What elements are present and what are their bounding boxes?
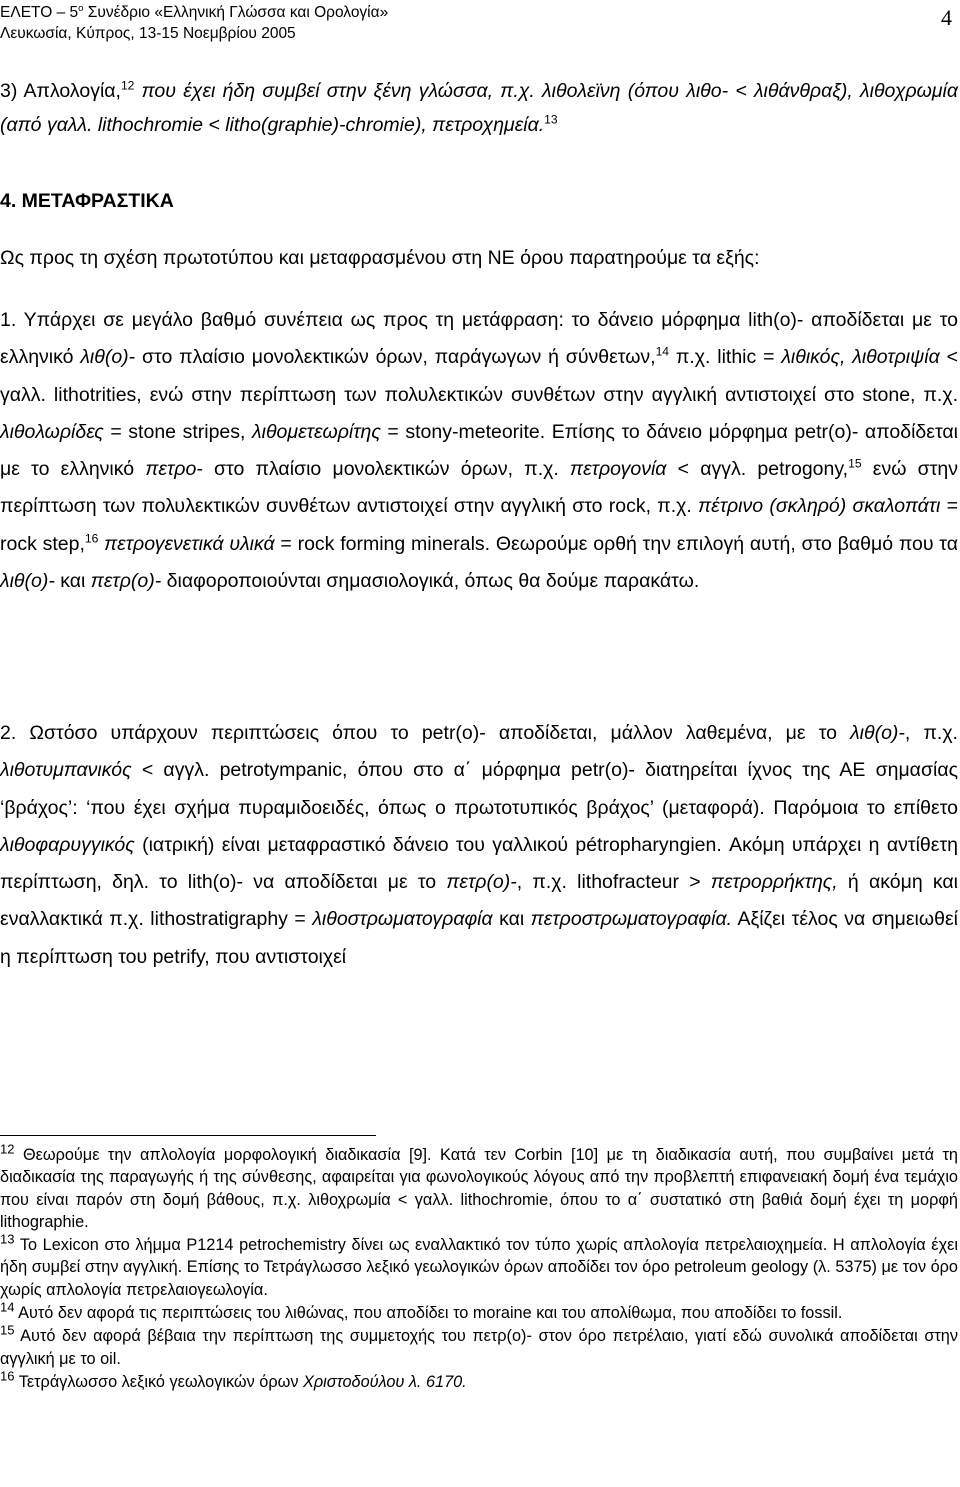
footnote-text: Αυτό δεν αφορά βέβαια την περίπτωση της συμμετοχής του πετρ(ο)- στον όρο πετρέλαιο, γιατί εδώ συνολικά αποδίδεται στην αγγλική με το oil. xyxy=(0,1327,958,1368)
p1-text-m: και xyxy=(54,570,91,593)
footnote-ref-12[interactable]: 12 xyxy=(120,78,135,93)
footnote-text: Τετράγλωσσο λεξικό γεωλογικών όρων xyxy=(14,1372,303,1391)
p2-text-c: < αγγλ. petrotympanic, όπου στο α΄ μόρφημα petr(o)- διατηρείται ίχνος της ΑΕ σημασίας ‘βράχος’: ‘που έχει σχήμα πυραμιδοειδές, όπως ο πρωτοτυπικός βράχος’ (μεταφορά). Παρόμοια το επίθετο xyxy=(0,759,958,819)
p1-italic-l: λιθ(ο)- xyxy=(0,570,55,593)
running-header xyxy=(0,4,960,48)
section-intro: Ως προς τη σχέση πρωτοτύπου και μεταφρασμένου στη ΝΕ όρου παρατηρούμε τα εξής: xyxy=(0,247,760,269)
p2-italic-b: λιθοτυμπανικός xyxy=(0,759,132,782)
paragraph-1 xyxy=(0,302,958,600)
p2-italic-c: λιθοφαρυγγικός xyxy=(0,833,135,856)
p1-text-f: = stony-meteorite. Επίσης το δάνειο μόρφημα petr(o)- αποδίδεται με το ελληνικό xyxy=(0,420,958,481)
footnote-number: 14 xyxy=(0,1299,15,1315)
p2-text-b: , π.χ. xyxy=(904,722,958,744)
p1-text-e: = stone stripes, xyxy=(103,420,253,443)
footnote-number: 12 xyxy=(0,1141,15,1157)
footnote-13 xyxy=(0,1231,958,1301)
footnote-16 xyxy=(0,1368,958,1393)
header-conference-title: Συνέδριο «Ελληνική Γλώσσα και Ορολογία» xyxy=(83,4,389,21)
p2-text-g: και xyxy=(492,908,531,931)
page-number: 4 xyxy=(941,5,952,30)
p1-text-a: 1. Υπάρχει σε μεγάλο βαθμό συνέπεια ως προς τη μετάφραση: το δάνειο μόρφημα lith(o)- αποδίδεται με το ελληνικό xyxy=(0,309,958,369)
footnote-14 xyxy=(0,1299,958,1324)
p1-italic-g: πετρογονία xyxy=(570,458,667,481)
p1-italic-k: πετρογενετικά υλικά xyxy=(104,532,275,555)
p1-text-g: στο πλαίσιο μονολεκτικών όρων, π.χ. xyxy=(202,458,571,481)
footnote-ref-16[interactable]: 16 xyxy=(84,531,99,546)
p1-italic-i: πέτρινο (σκληρό) σκαλοπάτι xyxy=(698,495,941,518)
footnote-number: 15 xyxy=(0,1322,15,1338)
p1-text-n: διαφοροποιούνται σημασιολογικά, όπως θα δούμε παρακάτω. xyxy=(161,570,700,593)
header-location-line: Λευκωσία, Κύπρος, 13-15 Νοεμβρίου 2005 xyxy=(0,25,296,42)
section-heading: 4. ΜΕΤΑΦΡΑΣΤΙΚΑ xyxy=(0,190,174,212)
p1-italic-f: πετρο- xyxy=(145,458,203,481)
header-conference-prefix: ΕΛΕΤΟ – 5 xyxy=(0,4,79,21)
footnotes xyxy=(0,1141,958,1394)
footnote-15 xyxy=(0,1322,958,1370)
p1-italic-d: λιθολωρίδες xyxy=(0,420,104,443)
footnote-text: Θεωρούμε την απλολογία μορφολογική διαδικασία [9]. Κατά τεν Corbin [10] με τη διαδικασία αυτή, που συμβαίνει μετά τη διαδικασία της παραγωγής ή της σύνθεσης, αφαιρείται για φωνολογικούς λόγους από την προβλεπτή επιφανειακή δομή ένα τεμάχιο που είναι παρόν στη δομή βάθους, π.χ. λιθοχρωμία < γαλλ. lithochromie, όπου το α΄ συστατικό στη βαθιά δομή έχει τη μορφή lithographie. xyxy=(0,1146,958,1231)
footnote-ref-15[interactable]: 15 xyxy=(848,456,862,471)
paragraph-2 xyxy=(0,715,958,976)
p2-text-e: , π.χ. lithofracteur > xyxy=(516,871,711,894)
p2-italic-g: πετροστρωματογραφία. xyxy=(530,908,733,931)
p1-text-c: π.χ. lithic = xyxy=(669,346,782,369)
p1-italic-a: λιθ(ο)- xyxy=(80,346,136,369)
footnote-text: Αυτό δεν αφορά τις περιπτώσεις του λιθώνας, που αποδίδει το moraine και του απολίθωμα, που αποδίδει το fossil. xyxy=(14,1304,843,1323)
header-ordinal-sup: ο xyxy=(78,2,84,14)
header-conference-line xyxy=(0,4,388,22)
p1-text-l: = rock forming minerals. Θεωρούμε ορθή την επιλογή αυτή, στο βαθμό που τα xyxy=(274,532,958,555)
p1-italic-c: λιθικός, λιθοτριψία xyxy=(781,346,940,369)
p2-text-a: 2. Ωστόσο υπάρχουν περιπτώσεις όπου το petr(o)- αποδίδεται, μάλλον λαθεμένα, με το xyxy=(0,722,851,744)
footnote-number: 13 xyxy=(0,1231,15,1247)
p2-italic-f: λιθοστρωματογραφία xyxy=(312,908,493,931)
footnote-separator xyxy=(0,1135,376,1136)
p2-text-d: (ιατρική) είναι μεταφραστικό δάνειο του γαλλικού pétropharyngien. Ακόμη υπάρχει η αντίθετη περίπτωση, δηλ. το lith(o)- να αποδίδεται με το xyxy=(0,833,958,894)
p1-text-i: ενώ στην περίπτωση των πολυλεκτικών συνθέτων αντιστοιχεί στην αγγλική στο rock, π.χ. xyxy=(0,458,958,518)
footnote-ref-13[interactable]: 13 xyxy=(544,112,558,127)
p2-italic-e: πετρορρήκτης, xyxy=(710,871,838,894)
footnote-ref-14[interactable]: 14 xyxy=(655,344,670,359)
p1-italic-m: πετρ(ο)- xyxy=(90,570,162,593)
list-item-apologia xyxy=(0,74,958,142)
footnote-number: 16 xyxy=(0,1368,15,1384)
p1-text-j: = rock step, xyxy=(0,495,959,555)
p1-text-h: < αγγλ. petrogony, xyxy=(666,458,849,481)
p2-italic-d: πετρ(ο)- xyxy=(446,871,517,894)
p1-italic-e: λιθομετεωρίτης xyxy=(252,420,381,443)
p2-italic-a: λιθ(ο)- xyxy=(850,722,905,744)
footnote-12 xyxy=(0,1141,958,1233)
item3-text-a: 3) Απλολογία, xyxy=(0,80,121,102)
p1-text-d: < γαλλ. lithotrities, ενώ στην περίπτωση των πολυλεκτικών συνθέτων στην αγγλική αντιστοιχεί στο stone, π.χ. xyxy=(0,346,958,406)
p2-text-f: ή ακόμη και εναλλακτικά π.χ. lithostratigraphy = xyxy=(0,871,959,931)
p1-text-b: στο πλαίσιο μονολεκτικών όρων, παράγωγων ή σύνθετων, xyxy=(135,346,656,369)
item3-text-b: που έχει ήδη συμβεί στην ξένη γλώσσα, π.χ. λιθολεϊνη (όπου λιθο- < λιθάνθραξ), λιθοχρωμία (από γαλλ. lithochromie < litho(graphie)-chromie), πετροχημεία. xyxy=(0,80,958,136)
footnote-italic: Χριστοδούλου λ. 6170. xyxy=(303,1372,467,1391)
p2-text-h: Αξίζει τέλος να σημειωθεί η περίπτωση του petrify, που αντιστοιχεί xyxy=(0,908,958,968)
footnote-text: Το Lexicon στο λήμμα P1214 petrochemistry δίνει ως εναλλακτικό τον τύπο χωρίς απλολογία πετρελαιοχημεία. Η απλολογία έχει ήδη συμβεί στην αγγλική. Επίσης το Τετράγλωσσο λεξικό γεωλογικών όρων αποδίδει τον όρο petroleum geology (λ. 5375) με τον όρο χωρίς απλολογία πετρελαιογεωλογία. xyxy=(0,1236,958,1299)
